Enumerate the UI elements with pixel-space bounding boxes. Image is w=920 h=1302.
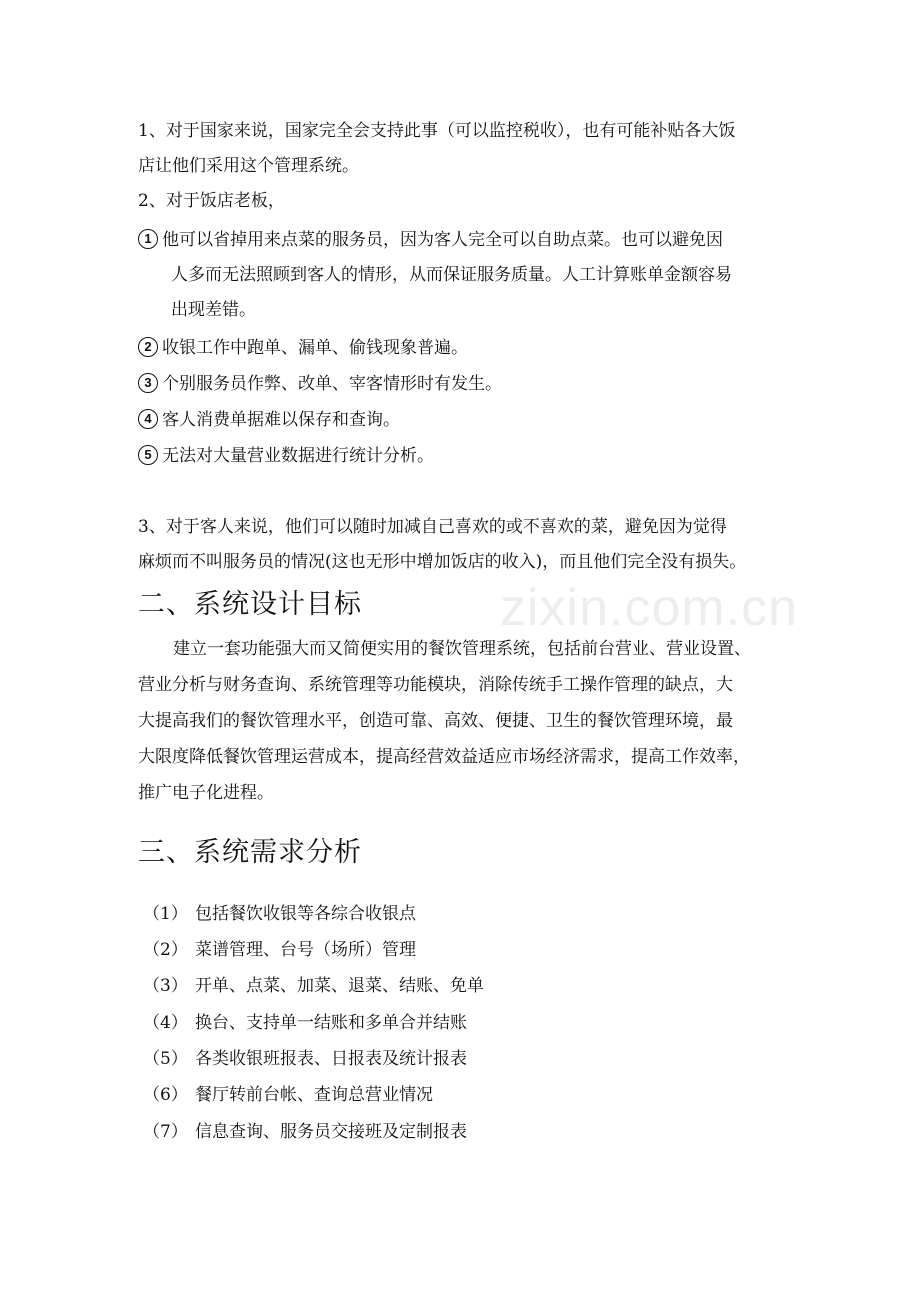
owner-benefit-item-1 (138, 229, 723, 251)
circled-number-3-icon: 3 (138, 373, 158, 393)
requirement-index-5: （5） (143, 1049, 188, 1069)
paragraph-country-line-1: 1、对于国家来说，国家完全会支持此事（可以监控税收），也有可能补贴各大饭 (138, 121, 736, 141)
owner-benefit-item-4-text: 客人消费单据难以保存和查询。 (162, 410, 400, 430)
requirement-text-2: 菜谱管理、台号（场所）管理 (195, 940, 416, 960)
requirement-text-5: 各类收银班报表、日报表及统计报表 (195, 1049, 467, 1069)
owner-benefit-item-1-line-2: 人多而无法照顾到客人的情形，从而保证服务质量。人工计算账单金额容易 (171, 265, 732, 285)
requirement-item-6 (143, 1084, 433, 1106)
requirement-text-6: 餐厅转前台帐、查询总营业情况 (195, 1085, 433, 1105)
heading-system-design-goals: 二、系统设计目标 (138, 589, 362, 620)
owner-benefit-item-1-line-3: 出现差错。 (171, 300, 256, 320)
requirement-text-3: 开单、点菜、加菜、退菜、结账、免单 (195, 976, 484, 996)
circled-number-4-icon: 4 (138, 409, 158, 429)
owner-benefit-item-2 (138, 337, 468, 359)
design-goals-line-2: 营业分析与财务查询、系统管理等功能模块，消除传统手工操作管理的缺点，大 (138, 675, 733, 695)
circled-number-1-icon: 1 (138, 229, 158, 249)
requirement-index-6: （6） (143, 1085, 188, 1105)
owner-benefit-item-5 (138, 445, 434, 467)
requirement-text-4: 换台、支持单一结账和多单合并结账 (195, 1013, 467, 1033)
paragraph-customer-line-2: 麻烦而不叫服务员的情况(这也无形中增加饭店的收入)，而且他们完全没有损失。 (138, 552, 747, 572)
requirement-item-2 (143, 939, 416, 961)
requirement-index-3: （3） (143, 976, 188, 996)
owner-benefit-item-5-text: 无法对大量营业数据进行统计分析。 (162, 446, 434, 466)
requirement-item-7 (143, 1121, 467, 1143)
requirement-text-1: 包括餐饮收银等各综合收银点 (195, 904, 416, 924)
owner-benefit-item-3 (138, 373, 502, 395)
circled-number-2-icon: 2 (138, 337, 158, 357)
design-goals-line-5: 推广电子化进程。 (138, 783, 274, 803)
requirement-item-5 (143, 1048, 467, 1070)
paragraph-customer-line-1: 3、对于客人来说，他们可以随时加减自己喜欢的或不喜欢的菜，避免因为觉得 (138, 517, 727, 537)
paragraph-country-line-2: 店让他们采用这个管理系统。 (138, 156, 359, 176)
watermark: zixin.com.cn (500, 579, 799, 637)
heading-system-requirements: 三、系统需求分析 (138, 837, 362, 868)
requirement-index-1: （1） (143, 904, 188, 924)
requirement-text-7: 信息查询、服务员交接班及定制报表 (195, 1122, 467, 1142)
owner-benefit-item-2-text: 收银工作中跑单、漏单、偷钱现象普遍。 (162, 338, 468, 358)
paragraph-owner-intro: 2、对于饭店老板， (138, 191, 285, 211)
design-goals-line-3: 大提高我们的餐饮管理水平，创造可靠、高效、便捷、卫生的餐饮管理环境，最 (138, 711, 733, 731)
owner-benefit-item-3-text: 个别服务员作弊、改单、宰客情形时有发生。 (162, 374, 502, 394)
owner-benefit-item-1-line-1: 他可以省掉用来点菜的服务员，因为客人完全可以自助点菜。也可以避免因 (162, 230, 723, 250)
requirement-index-2: （2） (143, 940, 188, 960)
requirement-item-4 (143, 1012, 467, 1034)
requirement-index-7: （7） (143, 1122, 188, 1142)
circled-number-5-icon: 5 (138, 445, 158, 465)
design-goals-line-1: 建立一套功能强大而又简便实用的餐饮管理系统，包括前台营业、营业设置、 (173, 639, 751, 659)
owner-benefit-item-4 (138, 409, 400, 431)
requirement-item-1 (143, 903, 416, 925)
requirement-item-3 (143, 975, 484, 997)
requirement-index-4: （4） (143, 1013, 188, 1033)
design-goals-line-4: 大限度降低餐饮管理运营成本，提高经营效益适应市场经济需求，提高工作效率， (138, 747, 750, 767)
